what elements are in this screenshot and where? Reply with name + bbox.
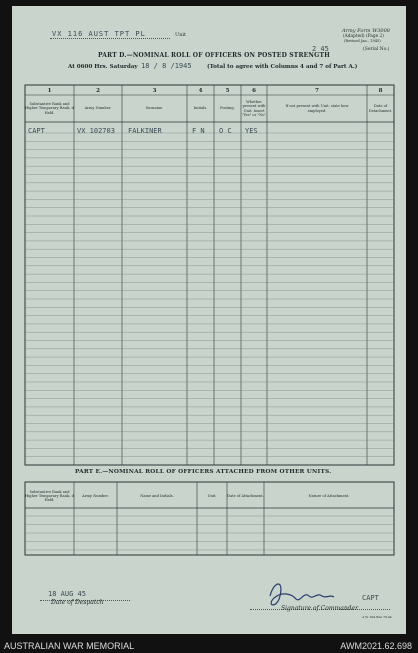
total-note: (Total to agree with Columns 4 and 7 of Part A.) [207, 64, 358, 70]
caption-institution: AUSTRALIAN WAR MEMORIAL [4, 641, 135, 651]
row-posting: O C [219, 127, 232, 135]
e-header-name: Name and Initials. [140, 493, 174, 498]
despatch-date: 18 AUG 45 [48, 590, 86, 598]
part-d-title: PART D.—NOMINAL ROLL OF OFFICERS ON POSTED STRENGTH [98, 52, 330, 59]
at-hours-text: At 0600 Hrs. Saturday [68, 64, 138, 70]
commander-rank: CAPT [362, 594, 379, 602]
row-initials: F N [192, 127, 205, 135]
col-num-2: 2 [96, 87, 100, 94]
e-header-rank: Substantive Rank and Higher Temporary Rank, if Held. [25, 489, 74, 503]
e-header-army-number: Army Number. [82, 493, 109, 498]
col-num-3: 3 [152, 87, 157, 94]
commander-signature [270, 584, 334, 605]
col-header-initials: Initials. [193, 106, 208, 111]
col-num-5: 5 [225, 87, 230, 94]
col-num-8: 8 [378, 87, 383, 94]
serial-value: 2 45 [312, 45, 329, 53]
col-header-employment: If not present with Unit, state how employed. [285, 104, 349, 113]
col-num-7: 7 [315, 87, 319, 94]
form-adapted: (Adapted) (Page 2) [343, 34, 384, 39]
e-header-nature: Nature of Attachment. [308, 493, 350, 498]
col-num-1: 1 [47, 87, 52, 94]
form-id: Army Form W3008 [342, 28, 390, 34]
despatch-label: Date of Despatch [51, 599, 104, 606]
col-header-detachment-date: Date of Detachment. [368, 104, 393, 113]
part-e-title: PART E.—NOMINAL ROLL OF OFFICERS ATTACHED FROM OTHER UNITS. [75, 469, 332, 475]
col-header-posting: Posting. [220, 106, 235, 111]
roll-date: 18 / 8 /1945 [141, 62, 192, 70]
caption-accession: AWM2021.62.698 [340, 641, 412, 651]
e-header-attachment-date: Date of Attachment. [227, 493, 264, 498]
e-header-unit: Unit. [207, 493, 217, 498]
col-num-4: 4 [198, 87, 203, 94]
commander-label: Signature of Commander [281, 605, 358, 612]
printer-note: A.W. 304 Bde 78.44 [362, 615, 392, 619]
row-present: YES [245, 127, 258, 135]
row-army-number: VX 102703 [77, 127, 115, 135]
unit-value: VX 116 AUST TPT PL [52, 30, 146, 38]
col-num-6: 6 [252, 87, 256, 94]
form-page [12, 6, 406, 634]
unit-label: Unit [175, 32, 187, 38]
row-surname: FALKINER [128, 127, 162, 135]
col-header-surname: Surname. [145, 106, 164, 111]
col-header-present: Whether present with Unit. Insert "Yes" or "No" [241, 100, 267, 117]
form-revised: (Revised Jan., 1945) [344, 39, 381, 43]
row-rank: CAPT [28, 127, 45, 135]
serial-label: (Serial No.) [363, 47, 390, 52]
col-header-rank: Substantive Rank and Higher Temporary Rank, if Held. [25, 102, 74, 115]
col-header-army-number: Army Number. [84, 106, 112, 111]
